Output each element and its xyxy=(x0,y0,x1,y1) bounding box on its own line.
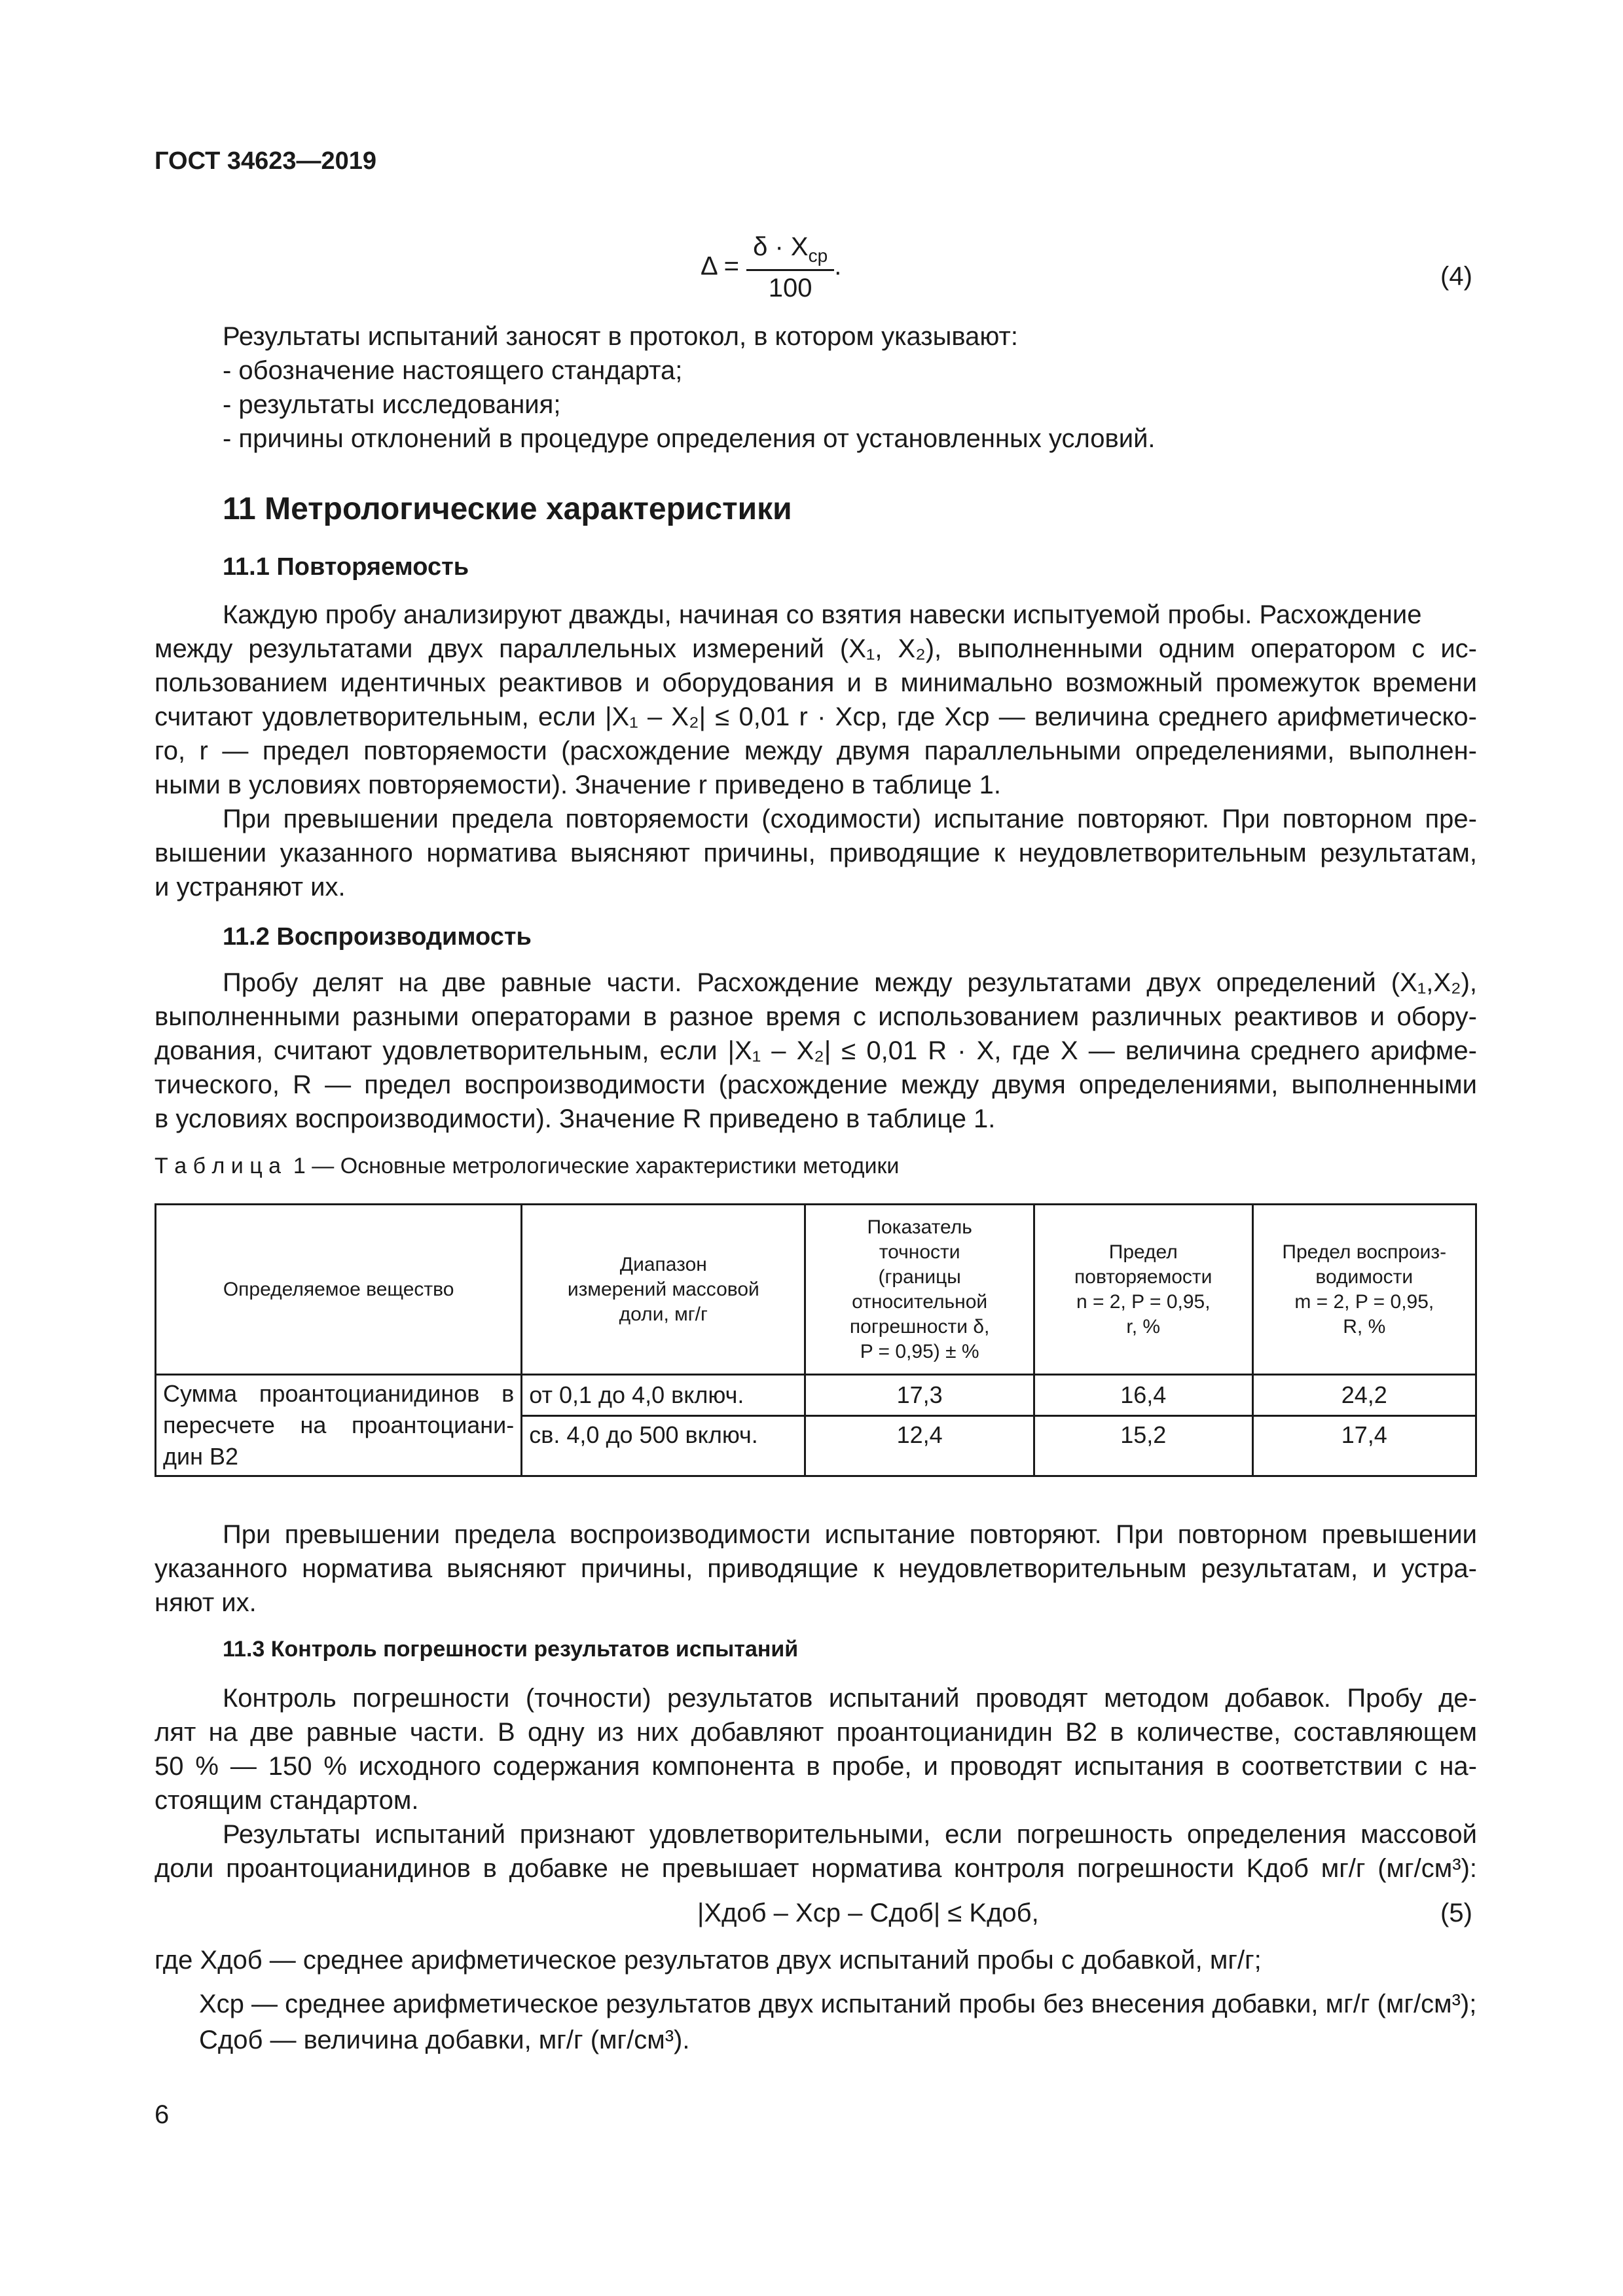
text-line: няют их. xyxy=(155,1588,257,1617)
cell-accuracy: 12,4 xyxy=(805,1416,1034,1476)
text-line: Каждую пробу анализируют дважды, начиная со взятия навески испытуемой пробы. Расхождение xyxy=(223,600,1422,629)
header-reproducibility: Предел воспроиз- водимости m = 2, P = 0,95, R, % xyxy=(1252,1205,1476,1375)
text-line: в условиях воспроизводимости). Значение R приведено в таблице 1. xyxy=(155,1104,996,1133)
metrology-table xyxy=(155,1203,1477,1477)
definition-x-sr: Xср — среднее арифметическое результатов двух испытаний пробы без внесения добавки, мг/г (мг/см³); xyxy=(199,1990,1477,2018)
header-substance: Определяемое вещество xyxy=(156,1205,522,1375)
text-line: Контроль погрешности (точности) результатов испытаний проводят методом добавок. Пробу де- xyxy=(223,1684,1477,1713)
text-line: 50 % — 150 % исходного содержания компонента в пробе, и проводят испытания в соответствии с на- xyxy=(155,1752,1477,1781)
protocol-item: - причины отклонений в процедуре определения от установленных условий. xyxy=(223,424,1156,453)
formula-5-label: (5) xyxy=(1440,1899,1472,1927)
text-line: Пробу делят на две равные части. Расхождение между результатами двух определений (X₁,X₂), xyxy=(223,968,1477,997)
protocol-item: - результаты исследования; xyxy=(223,390,561,419)
cell-range: св. 4,0 до 500 включ. xyxy=(522,1416,805,1476)
text-line: между результатами двух параллельных измерений (X₁, X₂), выполненными одним оператором с ис- xyxy=(155,634,1477,663)
header-accuracy: Показатель точности (границы относительной погрешности δ, P = 0,95) ± % xyxy=(805,1205,1034,1375)
text-line: доли проантоцианидинов в добавке не превышает норматива контроля погрешности Kдоб мг/г (мг/см³): xyxy=(155,1854,1477,1883)
text-line: При превышении предела воспроизводимости испытание повторяют. При повторном превышении xyxy=(223,1520,1477,1549)
paragraph-after-table xyxy=(155,1518,1477,1620)
formula-4-tail: . xyxy=(834,251,842,281)
text-line: указанного норматива выясняют причины, приводящие к неудовлетворительным результатам, и устра- xyxy=(155,1554,1477,1583)
definition-c-dob: Cдоб — величина добавки, мг/г (мг/см³). xyxy=(199,2026,690,2054)
subsection-title-11-3: 11.3 Контроль погрешности результатов испытаний xyxy=(223,1637,799,1662)
definition-x-dob: где Xдоб — среднее арифметическое результатов двух испытаний пробы с добавкой, мг/г; xyxy=(155,1946,1262,1975)
text-line: При превышении предела повторяемости (сходимости) испытание повторяют. При повторном пре- xyxy=(223,805,1477,833)
formula-4-denominator: 100 xyxy=(768,273,812,302)
formula-4-fraction xyxy=(746,232,834,303)
cell-repeatability: 15,2 xyxy=(1034,1416,1252,1476)
text-line: вышении указанного норматива выясняют причины, приводящие к неудовлетворительным результатам, xyxy=(155,839,1477,867)
paragraph-reproducibility xyxy=(155,966,1477,1136)
text-line: выполненными разными операторами в разное время с использованием различных реактивов и обору- xyxy=(155,1002,1477,1031)
paragraph-error-control xyxy=(155,1681,1477,1886)
subsection-title-11-2: 11.2 Воспроизводимость xyxy=(223,923,532,951)
formula-5: |Xдоб – Xср – Cдоб| ≤ Kдоб, xyxy=(697,1899,1039,1927)
cell-reproducibility: 24,2 xyxy=(1252,1375,1476,1416)
document-code: ГОСТ 34623—2019 xyxy=(155,147,377,175)
formula-4 xyxy=(701,232,841,303)
text-line: го, r — предел повторяемости (расхождение между двумя параллельными определениями, выполнен- xyxy=(155,737,1477,765)
table-caption-label: Т а б л и ц а 1 xyxy=(155,1154,306,1178)
header-repeatability: Предел повторяемости n = 2, P = 0,95, r, % xyxy=(1034,1205,1252,1375)
text-line: стоящим стандартом. xyxy=(155,1786,419,1815)
table-header-row xyxy=(156,1205,1476,1375)
table-caption-text: — Основные метрологические характеристики методики xyxy=(305,1154,900,1178)
table-caption xyxy=(155,1154,899,1179)
text-line: дования, считают удовлетворительным, если |X₁ – X₂| ≤ 0,01 R · X, где X — величина среднего арифме- xyxy=(155,1036,1477,1065)
protocol-item: - обозначение настоящего стандарта; xyxy=(223,356,683,385)
text-line: считают удовлетворительным, если |X₁ – X₂| ≤ 0,01 r · Xср, где Xср — величина среднего арифметическо- xyxy=(155,702,1477,731)
formula-4-label: (4) xyxy=(1440,262,1472,291)
formula-4-lhs: Δ = xyxy=(701,251,739,281)
text-line: ными в условиях повторяемости). Значение r приведено в таблице 1. xyxy=(155,771,1002,799)
cell-repeatability: 16,4 xyxy=(1034,1375,1252,1416)
section-title: 11 Метрологические характеристики xyxy=(223,492,792,526)
text-line: лят на две равные части. В одну из них добавляют проантоцианидин В2 в количестве, составляющем xyxy=(155,1718,1477,1747)
cell-range: от 0,1 до 4,0 включ. xyxy=(522,1375,805,1416)
cell-accuracy: 17,3 xyxy=(805,1375,1034,1416)
header-range: Диапазон измерений массовой доли, мг/г xyxy=(522,1205,805,1375)
formula-4-numerator: $\delta \cdot X_{ср}$ xyxy=(746,232,834,271)
cell-reproducibility: 17,4 xyxy=(1252,1416,1476,1476)
protocol-intro: Результаты испытаний заносят в протокол, в котором указывают: xyxy=(223,322,1018,351)
table-row xyxy=(156,1375,1476,1416)
cell-substance: Сумма проантоцианидинов в пересчете на проантоциани- дин В2 xyxy=(156,1375,522,1476)
paragraph-repeatability xyxy=(155,598,1477,904)
subsection-title-11-1: 11.1 Повторяемость xyxy=(223,553,469,581)
text-line: и устраняют их. xyxy=(155,873,346,902)
page-number: 6 xyxy=(155,2100,170,2129)
text-line: Результаты испытаний признают удовлетворительными, если погрешность определения массовой xyxy=(223,1820,1477,1849)
text-line: пользованием идентичных реактивов и оборудования и в минимально возможный промежуток времени xyxy=(155,668,1477,697)
text-line: тического, R — предел воспроизводимости (расхождение между двумя определениями, выполненными xyxy=(155,1070,1477,1099)
